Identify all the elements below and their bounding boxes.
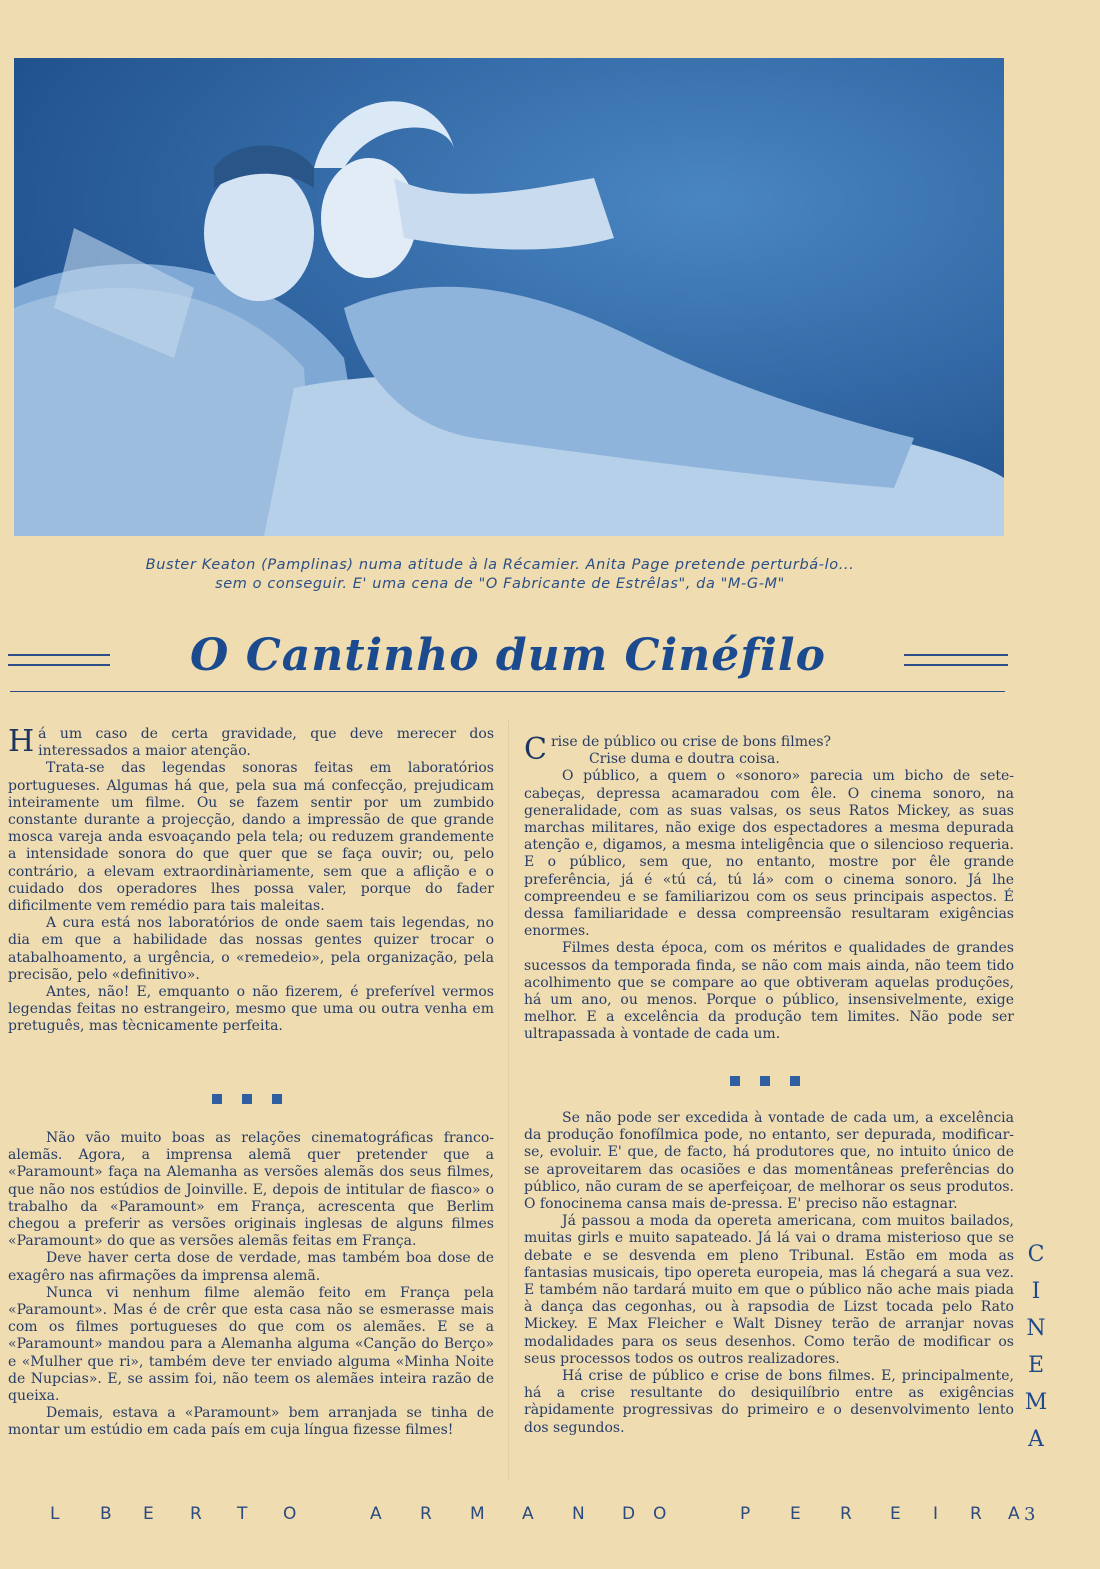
right-column-bottom xyxy=(524,1110,1014,1437)
footer-letter: E xyxy=(890,1504,901,1524)
paragraph: Crise duma e doutra coisa. xyxy=(588,751,780,768)
section-ornament xyxy=(730,1076,800,1086)
film-still-photo xyxy=(14,58,1004,536)
paragraph: Demais, estava a «Paramount» bem arranjada se tinha de montar um estúdio em cada país em cuja língua fizesse filmes! xyxy=(8,1405,494,1439)
footer-letter: O xyxy=(653,1504,667,1524)
paragraph: Há crise de público e crise de bons filmes. E, principalmente, há a crise resultante do desiquilíbrio entre as exigências ràpidamente progressivas do primeiro e o desenvolvimento lento dos segundos. xyxy=(524,1368,1014,1436)
footer-letter: D xyxy=(622,1504,636,1524)
right-column-top xyxy=(524,734,1014,1044)
paragraph: Se não pode ser excedida à vontade de cada um, a excelência da produção fonofílmica pode, no entanto, ser depurada, modificar-se, evoluir. E' que, de facto, há produtores que, no intuito único de se aproveitarem das ocasiões e das momentâneas preferências do público, não curam de se aperfeiçoar, de melhorar os seus produtos. O fonocinema cansa mais de-pressa. E' preciso não estagnar. xyxy=(524,1110,1014,1213)
headline-underline xyxy=(10,691,1005,692)
photo-caption xyxy=(60,556,940,594)
footer-letter: R xyxy=(840,1504,852,1524)
caption-line-2: sem o conseguir. E' uma cena de "O Fabricante de Estrêlas", da "M-G-M" xyxy=(215,576,785,592)
paragraph: Antes, não! E, emquanto o não fizerem, é preferível vermos legendas feitas no estrangeiro, mesmo que uma ou outra venha em pretuguês, mas tècnicamente perfeita. xyxy=(8,984,494,1035)
footer-letter: P xyxy=(740,1504,751,1524)
side-letter: I xyxy=(1031,1279,1041,1304)
side-label-cinema xyxy=(1024,1242,1048,1464)
paragraph: Não vão muito boas as relações cinematográficas franco-alemãs. Agora, a imprensa alemã quer pretender que a «Paramount» faça na Alemanha as versões alemãs dos seus filmes, que não nos estúdios de Joinville. E, depois de intitular de fiasco» o trabalho da «Paramount» em França, acrescenta que Berlim chegou a preferir as versões originais inglesas de alguns filmes «Paramount» do que as versões alemãs feitas em França. xyxy=(8,1130,494,1250)
footer-letter: R xyxy=(190,1504,202,1524)
footer-letter: R xyxy=(970,1504,982,1524)
paragraph: O público, a quem o «sonoro» parecia um bicho de sete-cabeças, depressa acamaradou com êle. O cinema sonoro, na generalidade, com as suas valsas, os seus Ratos Mickey, as suas marchas militares, não exige dos espectadores a mesma depurada atenção e, digamos, a mesma inteligência que o silencioso requeria. E o público, sem que, no entanto, mostre por êle grande preferência, já é «tú cá, tú lá» com o cinema sonoro. Já lhe compreendeu e se familiarizou com os seus principais aspectos. É dessa familiaridade e dessa compreensão resultaram exigências enormes. xyxy=(524,768,1014,940)
side-letter: N xyxy=(1026,1316,1046,1341)
paragraph: Já passou a moda da opereta americana, com muitos bailados, muitas girls e muito sapateado. Já lá vai o drama misterioso que se debate e se desvenda em pleno Tribunal. Estão em moda as fantasias musicais, tipo opereta europeia, mas lá chegará a sua vez. E também não tardará muito em que o público não ache mais piada à dança das cegonhas, ou à rapsodia de Lizst tocada pelo Rato Mickey. E Max Fleicher e Walt Disney terão de arranjar novas modalidades para os seus desenhos. Como terão de modificar os seus processos todos os outros realizadores. xyxy=(524,1213,1014,1367)
paragraph: Filmes desta época, com os méritos e qualidades de grandes sucessos da temporada finda, se não com mais ainda, não teem tido acolhimento que se compare ao que obtiveram aquelas produções, há um ano, ou menos. Porque o público, insensivelmente, exige melhor. E a excelência da produção tem limites. Não pode ser ultrapassada à vontade de cada um. xyxy=(524,940,1014,1043)
page-number: 3 xyxy=(1024,1504,1036,1525)
paragraph: A cura está nos laboratórios de onde saem tais legendas, no dia em que a habilidade das nossas gentes quizer trocar o atabalhoamento, a urgência, o «remedeio», pela organização, pela precisão, pelo «definitivo». xyxy=(8,915,494,983)
footer-letter: A xyxy=(370,1504,382,1524)
footer-letter: T xyxy=(237,1504,248,1524)
footer-letter: E xyxy=(790,1504,801,1524)
side-letter: M xyxy=(1024,1390,1048,1415)
paragraph: Crise de público ou crise de bons filmes? xyxy=(524,732,832,767)
footer-letter: O xyxy=(283,1504,297,1524)
footer-letter: L xyxy=(50,1504,60,1524)
side-letter: C xyxy=(1027,1242,1045,1267)
paragraph: Nunca vi nenhum filme alemão feito em França pela «Paramount». Mas é de crêr que esta casa não se esmerasse mais com os filmes portugueses do que com os alemães. E se a «Paramount» mandou para a Alemanha alguma «Canção do Berço» e «Mulher que ri», também deve ter enviado alguma «Minha Noite de Nupcias». E, se assim foi, não teem os alemães inteira razão de queixa. xyxy=(8,1284,494,1405)
side-letter: A xyxy=(1028,1427,1044,1452)
headline-rule-right xyxy=(904,654,1008,666)
paragraph: Trata-se das legendas sonoras feitas em laboratórios portugueses. Algumas há que, pela sua má confecção, prejudicam inteiramente um filme. Ou se fazem sentir por um zumbido constante durante a projecção, dando a impressão de que grande mosca vareja anda esvoaçando pela tela; ou reduzem grandemente a intensidade sonora do que quer que se faça ouvir; ou, pelo contrário, a elevam extraordinàriamente, sem que a aflição e o cuidado dos operadores lhes possa valer, porque do fader dificilmente vem remédio para tais maleitas. xyxy=(8,760,494,915)
footer-letter: A xyxy=(1008,1504,1020,1524)
page-title: O Cantinho dum Cinéfilo xyxy=(190,630,826,681)
footer-letter: B xyxy=(100,1504,112,1524)
footer-letter: R xyxy=(420,1504,432,1524)
dropcap: H xyxy=(8,724,35,759)
paragraph: Deve haver certa dose de verdade, mas também boa dose de exagêro nas afirmações da imprensa alemã. xyxy=(8,1250,494,1284)
side-letter: E xyxy=(1027,1353,1045,1378)
footer-letter: N xyxy=(572,1504,585,1524)
left-column-top xyxy=(8,726,494,1036)
section-ornament xyxy=(212,1094,282,1104)
footer-letter: M xyxy=(470,1504,485,1524)
photo-illustration xyxy=(14,58,1004,536)
left-column-bottom xyxy=(8,1130,494,1440)
footer-letter: A xyxy=(522,1504,534,1524)
footer-letter: E xyxy=(143,1504,154,1524)
dropcap: C xyxy=(524,732,547,767)
headline-row xyxy=(8,630,1008,688)
footer-letter: I xyxy=(933,1504,939,1524)
paragraph: Há um caso de certa gravidade, que deve merecer dos interessados a maior atenção. xyxy=(8,724,494,760)
column-gutter xyxy=(508,720,509,1480)
caption-line-1: Buster Keaton (Pamplinas) numa atitude à la Récamier. Anita Page pretende perturbá-lo... xyxy=(145,557,855,573)
